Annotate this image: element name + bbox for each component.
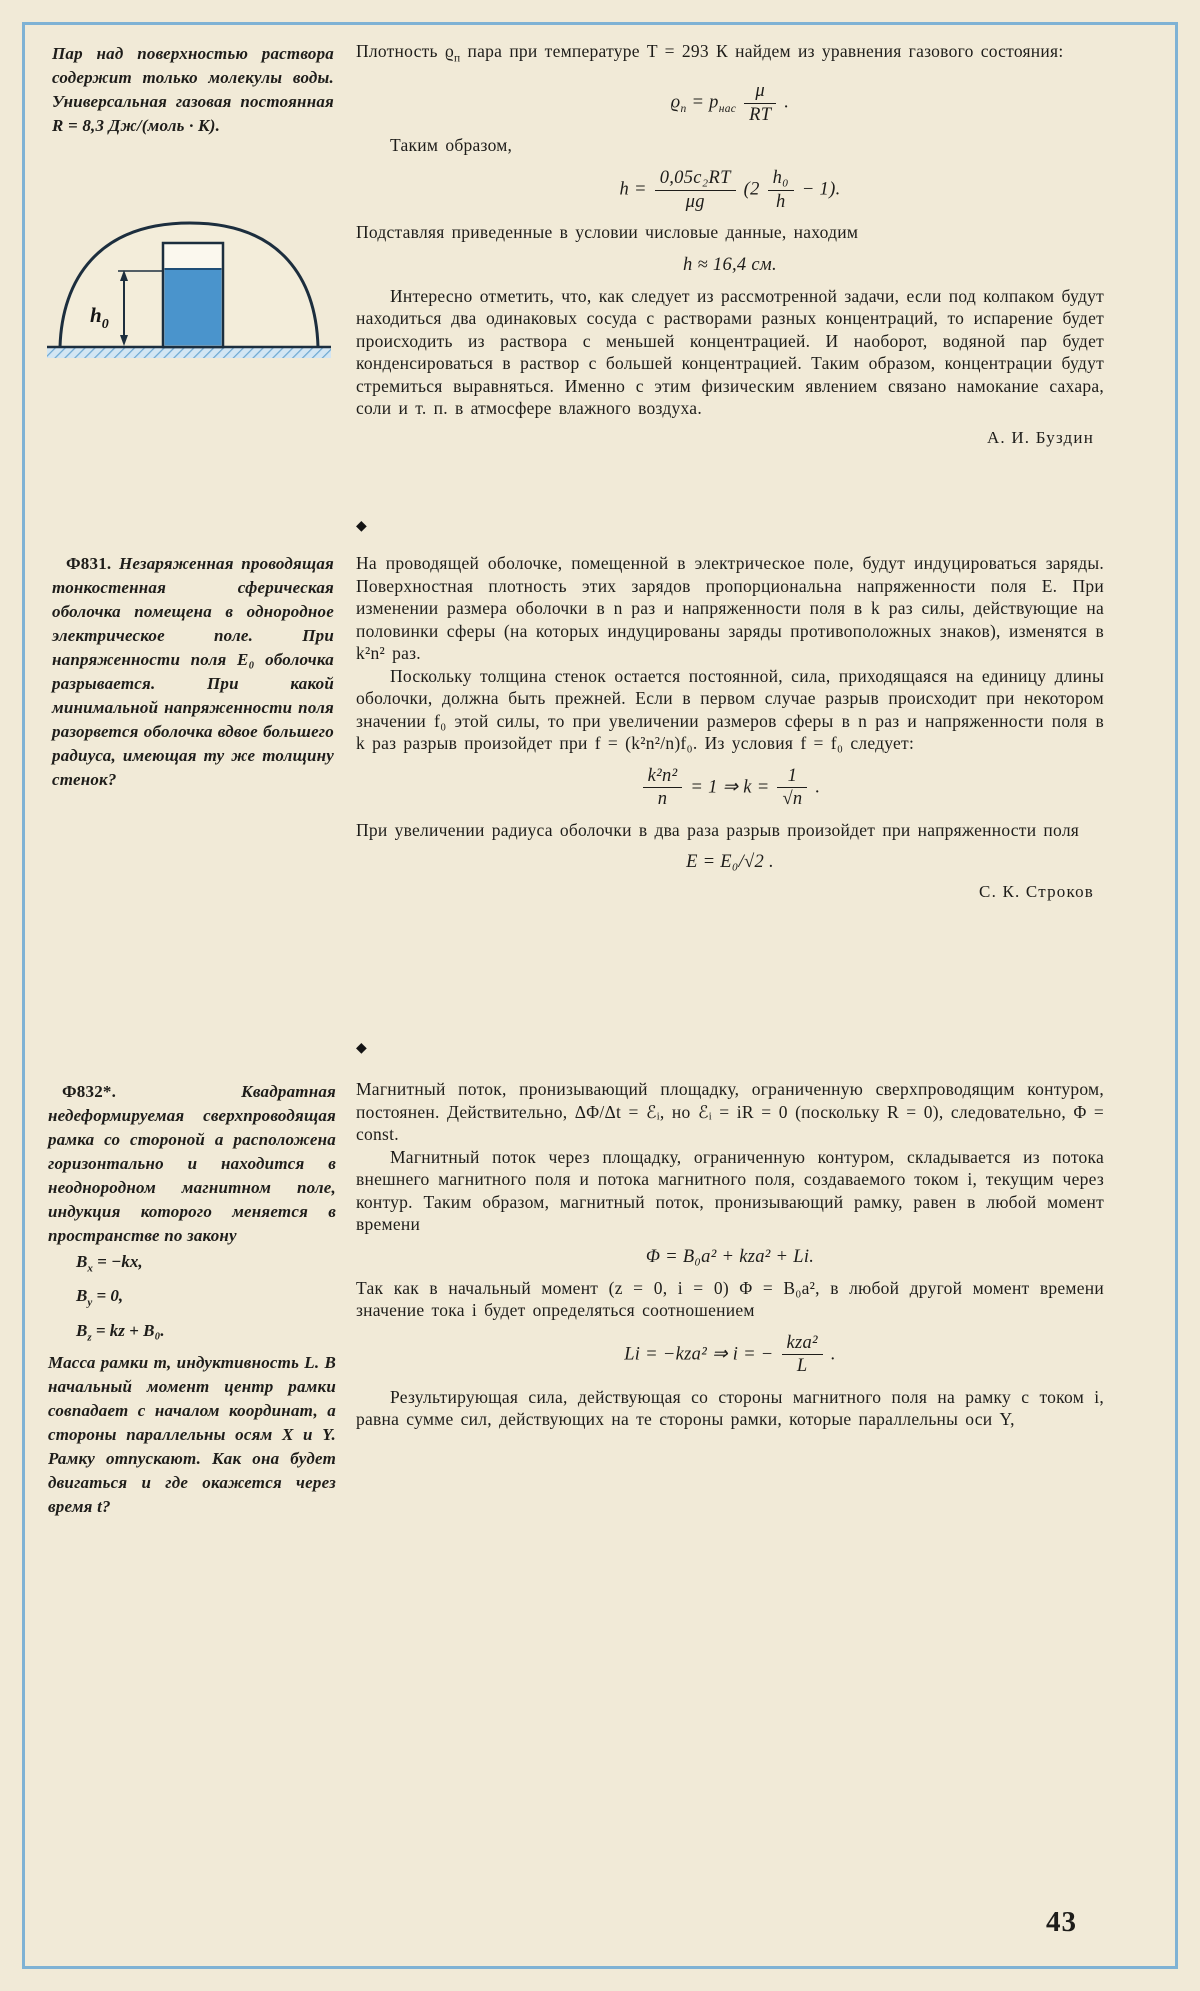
- problem-f831-body: Незаряженная проводящая тонкостенная сферическая оболочка помещена в однородное электрическое поле. При напряженности поля E₀ оболочка разрывается. При какой минимальной напряженности поля разорвется оболочка вдвое большего радиуса, имеющая ту же толщину стенок?: [52, 554, 334, 789]
- section-separator-diamond: ◆: [356, 1041, 367, 1056]
- problem-f831-text: [52, 552, 334, 792]
- fraction: $\frac{\text{kza²}}{L}$: [782, 1333, 823, 1377]
- solution-3: [356, 1078, 1104, 1431]
- sol1-paragraph-4: Интересно отметить, что, как следует из рассмотренной задачи, если под колпаком будут находиться два одинаковых сосуда с растворами разных концентраций, то испарение будет происходить из раствора с меньшей концентрацией. И наоборот, водяной пар будет конденсироваться в раствор с большей концентрацией. Таким образом, концентрации будут стремиться выравняться. Именно с этим физическим явлением связано намокание сахара, соли и т. п. в атмосфере влажного воздуха.: [356, 285, 1104, 419]
- sol2-author: С. К. Строков: [979, 882, 1094, 902]
- equation-by: $B_y = 0$,: [76, 1286, 124, 1309]
- fraction: $\frac{\mu}{RT}$: [744, 81, 776, 125]
- sol2-paragraph-1: На проводящей оболочке, помещенной в электрическое поле, будут индуцироваться заряды. Поверхностная плотность этих зарядов пропорциональна напряженности поля E. При изменении размера оболочки в n раз и напряженности поля в k раз силы, действующие на половинки сферы (на которых индуцированы заряды противоположных знаков), изменятся в k²n² раз.: [356, 553, 1104, 663]
- problem-f832: [48, 1080, 336, 1519]
- h0-label: $h_0$: [90, 303, 109, 332]
- formula-break-condition: $\frac{\text{k²n²}}{n}$ = 1 ⇒ k = $\frac{1}{√n}$ .: [356, 766, 1104, 810]
- sol1-paragraph-1: Плотность $ϱ_п$ пара при температуре T = 293 К найдем из уравнения газового состояния:: [356, 41, 1064, 65]
- formula-vapor-density: $ϱ_п = p_{нас}$ $\frac{\mu}{RT}$ .: [670, 81, 790, 125]
- sol3-paragraph-4: Результирующая сила, действующая со стороны магнитного поля на рамку с током i, равна сумме сил, действующих на те стороны рамки, которые параллельны оси Y,: [356, 1386, 1104, 1430]
- problem-f832-text1: [48, 1080, 336, 1248]
- equation-bx: $B_x = -kx$,: [76, 1252, 143, 1275]
- section-separator-diamond: ◆: [356, 519, 367, 534]
- solution-1: [356, 40, 1104, 448]
- intro-text: Пар над поверхностью раствора содержит только молекулы воды. Универсальная газовая постоянная R = 8,3 Дж/(моль · К).: [52, 44, 334, 135]
- fraction: $\frac{\text{k²n²}}{n}$: [643, 766, 683, 810]
- ground-hatch: [47, 348, 331, 358]
- formula-height-value: h ≈ 16,4 см.: [683, 254, 777, 275]
- formula-current: Li = −kza² ⇒ i = − $\frac{\text{kza²}}{L}$ .: [624, 1332, 836, 1377]
- formula-height: h = $\frac{\text{0,05c₂RT}}{\mu g}$ (2 $\frac{\text{h₀}}{h}$ − 1).: [619, 167, 841, 212]
- page-number: 43: [1046, 1906, 1077, 1938]
- problem-f832-number: Ф832*.: [62, 1082, 117, 1101]
- sol1-author: А. И. Буздин: [986, 427, 1094, 447]
- sol1-paragraph-3: Подставляя приведенные в условии числовые данные, находим: [356, 222, 859, 243]
- problem-f832-body1: Квадратная недеформируемая сверхпроводящая рамка со стороной a расположена горизонтально и находится в неоднородном магнитном поле, индукция которого меняется в пространстве по закону: [48, 1082, 336, 1245]
- solution-2: [356, 552, 1104, 902]
- problem-f831-number: Ф831.: [66, 554, 112, 573]
- equation-bz: $B_z$ = kz + B₀.: [76, 1320, 165, 1344]
- sol3-paragraph-1: Магнитный поток, пронизывающий площадку, ограниченную сверхпроводящим контуром, постоянен. Действительно, ΔΦ/Δt = ℰᵢ, но ℰᵢ = iR = 0 (поскольку R = 0), следовательно, Φ = const.: [356, 1079, 1104, 1144]
- problem-f831: [52, 552, 334, 792]
- sol3-paragraph-3: Так как в начальный момент (z = 0, i = 0) Φ = B₀a², в любой другой момент времени значение тока i будет определяться соотношением: [356, 1277, 1104, 1320]
- bell-jar-svg: [44, 190, 336, 368]
- problem-f832-text2: Масса рамки m, индуктивность L. В начальный момент центр рамки совпадает с началом координат, а стороны параллельны осям X и Y. Рамку отпускают. Как она будет двигаться и где окажется через время t?: [48, 1353, 336, 1517]
- sol1-paragraph-2: Таким образом,: [390, 135, 513, 156]
- formula-flux: Φ = B₀a² + kza² + Li.: [645, 1246, 815, 1267]
- fraction: $\frac{\text{0,05c₂RT}}{\mu g}$: [655, 168, 736, 212]
- sol2-paragraph-2: Поскольку толщина стенок остается постоянной, сила, приходящаяся на единицу длины оболочки, должна быть прежней. Если в первом случае разрыв происходит при некотором значении f₀ этой силы, то при увеличении размеров сферы в n раз и напряженности поля в k раз разрыв произойдет при f = (k²n²/n)f₀. Из условия f = f₀ следует:: [356, 665, 1104, 753]
- fraction: $\frac{1}{√n}$: [777, 766, 807, 810]
- formula-field-answer: E = E₀/√2 .: [686, 852, 774, 873]
- problem-intro-block: [52, 42, 334, 138]
- sol2-paragraph-3: При увеличении радиуса оболочки в два раза разрыв произойдет при напряженности поля: [356, 819, 1080, 840]
- figure-bell-jar: [44, 190, 336, 368]
- fraction: $\frac{\text{h₀}}{h}$: [768, 168, 794, 212]
- water: [165, 268, 222, 346]
- sol3-paragraph-2: Магнитный поток через площадку, ограниченную контуром, складывается из потока внешнего магнитного поля и потока магнитного поля, создаваемого током i, текущим через контур. Таким образом, магнитный поток, пронизывающий рамку, равен в любой момент времени: [356, 1146, 1104, 1234]
- problem-f832-equations: [48, 1248, 336, 1351]
